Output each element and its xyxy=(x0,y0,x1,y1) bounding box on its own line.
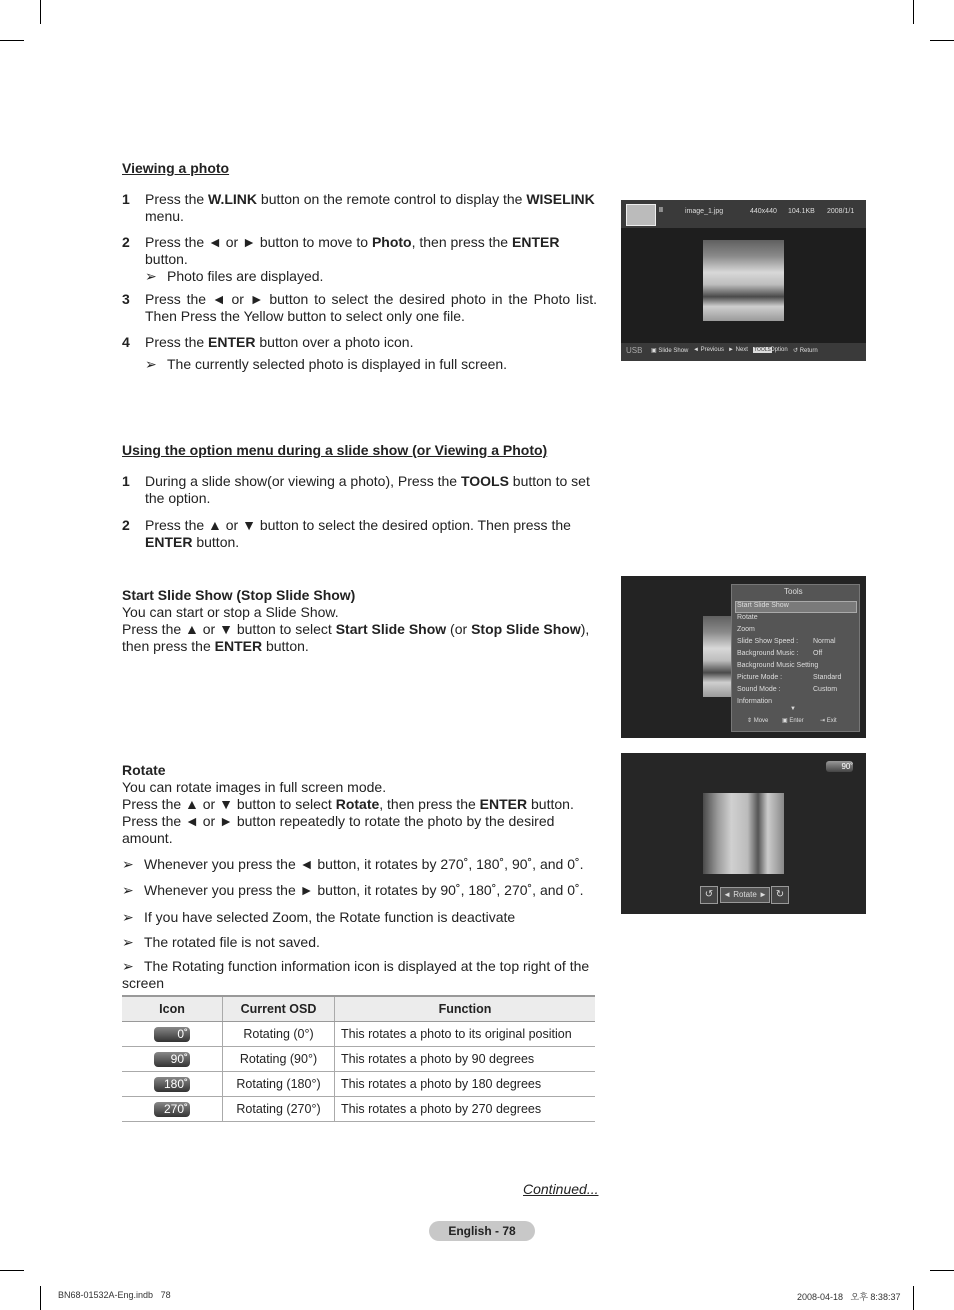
rotate-screen xyxy=(621,753,866,914)
file-date: 2008/1/1 xyxy=(827,208,855,215)
tools-title: Tools xyxy=(784,587,803,596)
photo-preview xyxy=(703,240,784,321)
slide-show-hint: ▣ Slide Show xyxy=(651,348,689,354)
crop-mark xyxy=(40,1286,41,1310)
tools-menu-item[interactable] xyxy=(737,674,842,681)
crop-mark xyxy=(913,0,914,24)
tools-menu-item[interactable] xyxy=(737,686,838,693)
tools-menu-screen xyxy=(621,576,866,738)
move-hint: ⇕ Move xyxy=(747,718,769,724)
step-number: 1 xyxy=(122,191,130,207)
rotate-left-icon: ↺ xyxy=(700,886,718,904)
menu-item-label: Slide Show Speed : xyxy=(737,638,799,645)
osd-cell: Rotating (0°) xyxy=(223,1022,335,1047)
step-text: Press the ◄ or ► button to move to Photo, then press the ENTER button. xyxy=(145,234,560,267)
note-arrow-icon: ➢ xyxy=(122,958,134,974)
next-hint: ► Next xyxy=(728,347,748,353)
crop-mark xyxy=(930,1270,954,1271)
step-text: Press the W.LINK button on the remote control to display the WISELINK menu. xyxy=(145,191,595,224)
rotate-label: ◄ Rotate ► xyxy=(720,887,770,903)
function-cell: This rotates a photo by 180 degrees xyxy=(335,1072,596,1097)
note-arrow-icon: ➢ xyxy=(122,856,134,872)
rotate-right-icon: ↻ xyxy=(771,886,789,904)
photo-list-screen xyxy=(621,200,866,361)
menu-item-label: Rotate xyxy=(737,614,758,621)
tools-menu-item[interactable] xyxy=(737,650,823,657)
slideshow-line: You can start or stop a Slide Show. xyxy=(122,604,339,620)
rotation-icon: 0˚ xyxy=(154,1027,190,1042)
continued-label: Continued... xyxy=(523,1181,599,1197)
menu-item-label: Start Slide Show xyxy=(737,602,789,609)
photo-thumbnail-icon xyxy=(626,204,656,226)
return-hint: ↺ Return xyxy=(793,348,818,354)
note-arrow-icon: ➢ xyxy=(145,268,157,284)
menu-item-label: Background Music : xyxy=(737,650,799,657)
crop-mark xyxy=(913,1286,914,1310)
enter-hint: ▣ Enter xyxy=(782,718,804,724)
step-number: 3 xyxy=(122,291,130,307)
osd-cell: Rotating (180°) xyxy=(223,1072,335,1097)
function-cell: This rotates a photo by 90 degrees xyxy=(335,1047,596,1072)
previous-hint: ◄ Previous xyxy=(693,347,724,353)
crop-mark xyxy=(0,40,24,41)
exit-hint: ⇥ Exit xyxy=(820,718,837,724)
note: ➢ Whenever you press the ◄ button, it rotates by 270˚, 180˚, 90˚, and 0˚. xyxy=(122,856,584,872)
crop-mark xyxy=(930,40,954,41)
slideshow-line: Press the ▲ or ▼ button to select Start Slide Show (or Stop Slide Show), xyxy=(122,621,590,637)
function-cell: This rotates a photo by 270 degrees xyxy=(335,1097,596,1122)
tools-menu-item[interactable] xyxy=(737,638,836,645)
table-row xyxy=(122,1097,595,1122)
note-arrow-icon: ➢ xyxy=(145,356,157,372)
table-header: Current OSD xyxy=(223,996,335,1022)
note: ➢ The Rotating function information icon is displayed at the top right of the screen xyxy=(122,958,590,991)
crop-mark xyxy=(0,1270,24,1271)
tools-key-icon: TOOLS xyxy=(754,347,771,353)
table-header: Function xyxy=(335,996,596,1022)
step-number: 2 xyxy=(122,517,130,533)
tools-menu-item[interactable] xyxy=(737,662,818,669)
section-title-option-menu: Using the option menu during a slide show (or Viewing a Photo) xyxy=(122,442,548,458)
tools-menu-item[interactable] xyxy=(737,698,772,705)
rotate-line: You can rotate images in full screen mode. xyxy=(122,779,387,795)
osd-cell: Rotating (90°) xyxy=(223,1047,335,1072)
note: ➢ If you have selected Zoom, the Rotate function is deactivate xyxy=(122,909,516,925)
slideshow-line: then press the ENTER button. xyxy=(122,638,309,654)
menu-item-label: Picture Mode : xyxy=(737,674,783,681)
note: ➢ The currently selected photo is displayed in full screen. xyxy=(145,356,508,372)
tools-menu-item[interactable] xyxy=(737,614,758,621)
step-text: During a slide show(or viewing a photo), Press the TOOLS button to set the option. xyxy=(145,473,590,506)
osd-cell: Rotating (270°) xyxy=(223,1097,335,1122)
rotate-line: Press the ▲ or ▼ button to select Rotate, then press the ENTER button. xyxy=(122,796,574,812)
function-cell: This rotates a photo to its original position xyxy=(335,1022,596,1047)
rotation-table xyxy=(122,995,595,1122)
section-title-viewing-photo: Viewing a photo xyxy=(122,160,230,176)
rotate-line: Press the ◄ or ► button repeatedly to rotate the photo by the desired amount. xyxy=(122,813,555,846)
file-size: 104.1KB xyxy=(788,208,815,215)
pause-icon: II xyxy=(659,207,663,214)
rotation-badge: 90˚ xyxy=(826,761,853,772)
menu-item-label: Information xyxy=(737,698,773,705)
slideshow-heading: Start Slide Show (Stop Slide Show) xyxy=(122,587,356,603)
menu-item-value: Custom xyxy=(813,686,838,693)
note: ➢ Whenever you press the ► button, it rotates by 90˚, 180˚, 270˚, and 0˚. xyxy=(122,882,584,898)
note-arrow-icon: ➢ xyxy=(122,909,134,925)
tools-panel xyxy=(731,584,860,732)
file-name: image_1.jpg xyxy=(685,208,724,215)
source-label: USB xyxy=(626,346,643,355)
table-row xyxy=(122,1072,595,1097)
rotated-photo xyxy=(703,793,784,874)
step-text: Press the ENTER button over a photo icon. xyxy=(145,334,414,350)
menu-item-value: Off xyxy=(813,650,823,657)
menu-item-label: Zoom xyxy=(737,626,755,633)
note: ➢ The rotated file is not saved. xyxy=(122,934,320,950)
tools-menu-item[interactable] xyxy=(737,602,789,609)
menu-item-label: Background Music Setting xyxy=(737,662,819,669)
option-hint: Option xyxy=(770,347,788,353)
step-number: 4 xyxy=(122,334,130,350)
step-number: 2 xyxy=(122,234,130,250)
page-number-badge: English - 78 xyxy=(429,1221,535,1241)
table-row xyxy=(122,1047,595,1072)
note-arrow-icon: ➢ xyxy=(122,882,134,898)
rotate-heading: Rotate xyxy=(122,762,166,778)
step-text: Press the ▲ or ▼ button to select the desired option. Then press the ENTER button. xyxy=(145,517,571,550)
menu-item-value: Normal xyxy=(813,638,836,645)
table-header: Icon xyxy=(122,996,223,1022)
menu-item-value: Standard xyxy=(813,674,842,681)
footer-file: BN68-01532A-Eng.indb 78 xyxy=(58,1290,171,1300)
table-row xyxy=(122,1022,595,1047)
note-arrow-icon: ➢ xyxy=(122,934,134,950)
menu-item-label: Sound Mode : xyxy=(737,686,781,693)
tools-menu-item[interactable] xyxy=(737,626,755,633)
step-number: 1 xyxy=(122,473,130,489)
rotation-icon: 90˚ xyxy=(154,1052,190,1067)
step-text: Press the ◄ or ► button to select the desired photo in the Photo list. Then Press the Yellow button to select only one file. xyxy=(145,291,597,324)
more-indicator-icon: ▼ xyxy=(790,706,796,712)
file-resolution: 440x440 xyxy=(750,208,777,215)
crop-mark xyxy=(40,0,41,24)
note: ➢ Photo files are displayed. xyxy=(145,268,324,284)
rotation-icon: 180˚ xyxy=(154,1077,190,1092)
rotation-icon: 270˚ xyxy=(154,1102,190,1117)
footer-timestamp: 2008-04-18 오후 8:38:37 xyxy=(797,1292,901,1302)
